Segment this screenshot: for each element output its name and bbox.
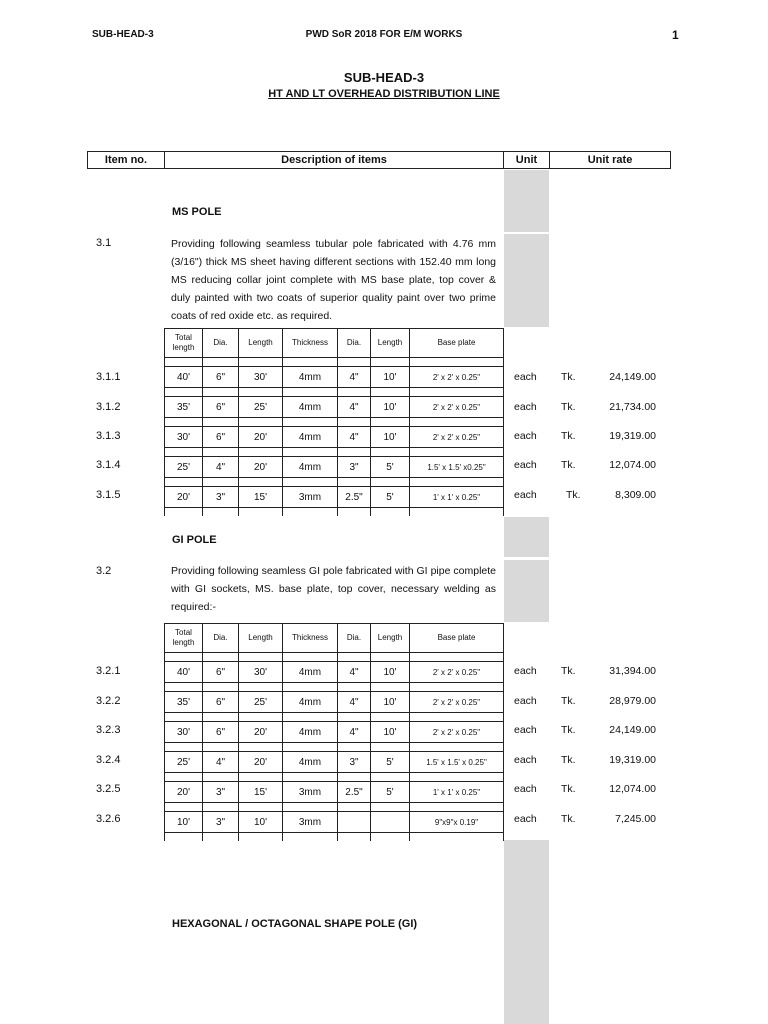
row-item-number: 3.1.3 [96, 430, 121, 442]
col-unit-rate: Unit rate [587, 154, 633, 166]
cell: 10' [371, 662, 410, 683]
cell: 5' [371, 752, 410, 773]
spec-header-thickness: Thickness [283, 329, 338, 358]
item-number: 3.2 [96, 565, 112, 577]
table-row [165, 487, 504, 508]
spec-header-dia: Dia. [338, 329, 371, 358]
row-rate: 21,734.00 [609, 401, 656, 413]
section-heading-ms-pole: MS POLE [172, 206, 222, 218]
row-unit: each [514, 489, 537, 501]
table-row [165, 752, 504, 773]
row-currency: Tk. [561, 695, 576, 707]
col-description: Description of items [165, 152, 504, 168]
item-description: Providing following seamless tubular pole fabricated with 4.76 mm (3/16") thick MS sheet having different sections with 152.40 mm long MS reducing collar joint complete with MS base plate, top cover & duly painted with two coats of superior quality paint over two prime coats of red oxide etc. as required. [171, 238, 496, 322]
cell: 5' [371, 487, 410, 508]
cell: 25' [239, 692, 283, 713]
cell: 35' [165, 692, 203, 713]
item-number: 3.1 [96, 237, 112, 249]
row-item-number: 3.2.4 [96, 754, 121, 766]
row-rate: 19,319.00 [609, 430, 656, 442]
row-unit: each [514, 665, 537, 677]
cell: 30' [165, 427, 203, 448]
spec-header-row [165, 624, 504, 653]
row-unit: each [514, 430, 537, 442]
row-currency: Tk. [561, 430, 576, 442]
table-row [165, 782, 504, 803]
cell: 4mm [283, 367, 338, 388]
table-row [165, 397, 504, 418]
row-rate: 12,074.00 [609, 783, 656, 795]
row-currency: Tk. [561, 371, 576, 383]
row-currency: Tk. [561, 401, 576, 413]
table-row [165, 427, 504, 448]
cell: 35' [165, 397, 203, 418]
cell: 30' [239, 662, 283, 683]
spec-header-dia: Dia. [203, 624, 239, 653]
cell: 2' x 2' x 0.25" [410, 427, 504, 448]
row-currency: Tk. [561, 665, 576, 677]
cell: 20' [165, 487, 203, 508]
row-item-number: 3.2.2 [96, 695, 121, 707]
document-title: SUB-HEAD-3 [343, 70, 425, 85]
table-row [165, 692, 504, 713]
cell: 4mm [283, 397, 338, 418]
spec-header-thickness: Thickness [283, 624, 338, 653]
row-item-number: 3.2.5 [96, 783, 121, 795]
cell: 15' [239, 487, 283, 508]
table-row [165, 367, 504, 388]
cell: 4" [338, 722, 371, 743]
cell: 5' [371, 457, 410, 478]
row-rate: 24,149.00 [609, 724, 656, 736]
unit-column-shade [504, 560, 549, 622]
row-unit: each [514, 783, 537, 795]
cell: 6" [203, 692, 239, 713]
column-header-row [87, 151, 671, 169]
cell: 4mm [283, 692, 338, 713]
cell: 20' [239, 722, 283, 743]
cell: 4mm [283, 457, 338, 478]
cell: 25' [239, 397, 283, 418]
section-heading-gi-pole: GI POLE [172, 534, 217, 546]
document-subtitle: HT AND LT OVERHEAD DISTRIBUTION LINE [268, 88, 500, 100]
running-header-left: SUB-HEAD-3 [92, 29, 154, 40]
cell: 20' [239, 427, 283, 448]
cell: 4" [338, 692, 371, 713]
row-currency: Tk. [561, 459, 576, 471]
table-row [165, 722, 504, 743]
cell: 2' x 2' x 0.25" [410, 692, 504, 713]
spec-header-dia: Dia. [203, 329, 239, 358]
cell: 6" [203, 662, 239, 683]
cell: 3" [338, 457, 371, 478]
cell: 3" [203, 812, 239, 833]
cell: 6" [203, 367, 239, 388]
row-unit: each [514, 724, 537, 736]
row-item-number: 3.1.2 [96, 401, 121, 413]
row-currency: Tk. [561, 783, 576, 795]
row-unit: each [514, 459, 537, 471]
row-unit: each [514, 401, 537, 413]
cell: 4mm [283, 722, 338, 743]
cell: 3" [338, 752, 371, 773]
row-item-number: 3.2.6 [96, 813, 121, 825]
cell [338, 812, 371, 833]
spec-header-length: Length [371, 624, 410, 653]
cell: 4" [338, 427, 371, 448]
cell: 20' [239, 752, 283, 773]
row-item-number: 3.1.1 [96, 371, 121, 383]
running-header-center: PWD SoR 2018 FOR E/M WORKS [305, 29, 463, 40]
cell: 10' [371, 367, 410, 388]
cell: 4" [338, 662, 371, 683]
cell: 3mm [283, 812, 338, 833]
table-row [165, 812, 504, 833]
cell: 4mm [283, 662, 338, 683]
cell: 4" [338, 397, 371, 418]
row-currency: Tk. [566, 489, 581, 501]
cell: 10' [371, 692, 410, 713]
spec-header-base-plate: Base plate [410, 624, 504, 653]
cell: 40' [165, 662, 203, 683]
cell: 4" [203, 457, 239, 478]
spec-header-length: Length [239, 624, 283, 653]
row-item-number: 3.2.1 [96, 665, 121, 677]
row-unit: each [514, 371, 537, 383]
cell: 2' x 2' x 0.25" [410, 367, 504, 388]
cell: 20' [239, 457, 283, 478]
cell [371, 812, 410, 833]
row-unit: each [514, 695, 537, 707]
cell: 6" [203, 722, 239, 743]
unit-column-shade [504, 234, 549, 327]
cell: 4" [203, 752, 239, 773]
spec-header-total-length: Total length [165, 624, 203, 653]
cell: 10' [371, 427, 410, 448]
table-row [165, 457, 504, 478]
cell: 1' x 1' x 0.25" [410, 782, 504, 803]
page-number: 1 [672, 28, 679, 42]
cell: 1.5' x 1.5' x 0.25" [410, 752, 504, 773]
spec-header-total-length: Total length [165, 329, 203, 358]
cell: 5' [371, 782, 410, 803]
spec-header-row [165, 329, 504, 358]
cell: 10' [371, 722, 410, 743]
cell: 40' [165, 367, 203, 388]
cell: 3mm [283, 487, 338, 508]
row-currency: Tk. [561, 754, 576, 766]
cell: 30' [239, 367, 283, 388]
gi-pole-spec-table [164, 623, 504, 841]
spec-header-dia: Dia. [338, 624, 371, 653]
unit-column-shade [504, 840, 549, 1024]
unit-column-shade [504, 170, 549, 232]
col-unit: Unit [504, 152, 550, 168]
row-item-number: 3.1.5 [96, 489, 121, 501]
cell: 6" [203, 397, 239, 418]
section-heading-hexagonal-pole: HEXAGONAL / OCTAGONAL SHAPE POLE (GI) [172, 918, 418, 930]
row-item-number: 3.2.3 [96, 724, 121, 736]
spec-header-length: Length [371, 329, 410, 358]
cell: 9"x9"x 0.19" [410, 812, 504, 833]
cell: 4mm [283, 427, 338, 448]
cell: 1.5' x 1.5' x0.25" [410, 457, 504, 478]
row-currency: Tk. [561, 724, 576, 736]
unit-column-shade [504, 517, 549, 557]
cell: 10' [165, 812, 203, 833]
row-currency: Tk. [561, 813, 576, 825]
cell: 20' [165, 782, 203, 803]
row-rate: 19,319.00 [609, 754, 656, 766]
cell: 4mm [283, 752, 338, 773]
cell: 2' x 2' x 0.25" [410, 722, 504, 743]
row-unit: each [514, 754, 537, 766]
cell: 6" [203, 427, 239, 448]
row-rate: 8,309.00 [615, 489, 656, 501]
row-rate: 31,394.00 [609, 665, 656, 677]
cell: 3" [203, 487, 239, 508]
cell: 30' [165, 722, 203, 743]
cell: 1' x 1' x 0.25" [410, 487, 504, 508]
cell: 2.5" [338, 487, 371, 508]
cell: 10' [371, 397, 410, 418]
cell: 25' [165, 457, 203, 478]
cell: 2.5" [338, 782, 371, 803]
ms-pole-spec-table [164, 328, 504, 516]
col-item-no: Item no. [88, 152, 165, 168]
cell: 2' x 2' x 0.25" [410, 662, 504, 683]
cell: 15' [239, 782, 283, 803]
cell: 3mm [283, 782, 338, 803]
item-description: Providing following seamless GI pole fabricated with GI pipe complete with GI sockets, MS. base plate, top cover, necessary welding as required:- [171, 565, 496, 613]
spec-header-length: Length [239, 329, 283, 358]
row-rate: 24,149.00 [609, 371, 656, 383]
row-item-number: 3.1.4 [96, 459, 121, 471]
spec-header-base-plate: Base plate [410, 329, 504, 358]
table-row [165, 662, 504, 683]
cell: 25' [165, 752, 203, 773]
cell: 10' [239, 812, 283, 833]
row-unit: each [514, 813, 537, 825]
cell: 2' x 2' x 0.25" [410, 397, 504, 418]
cell: 4" [338, 367, 371, 388]
row-rate: 28,979.00 [609, 695, 656, 707]
row-rate: 7,245.00 [615, 813, 656, 825]
row-rate: 12,074.00 [609, 459, 656, 471]
cell: 3" [203, 782, 239, 803]
